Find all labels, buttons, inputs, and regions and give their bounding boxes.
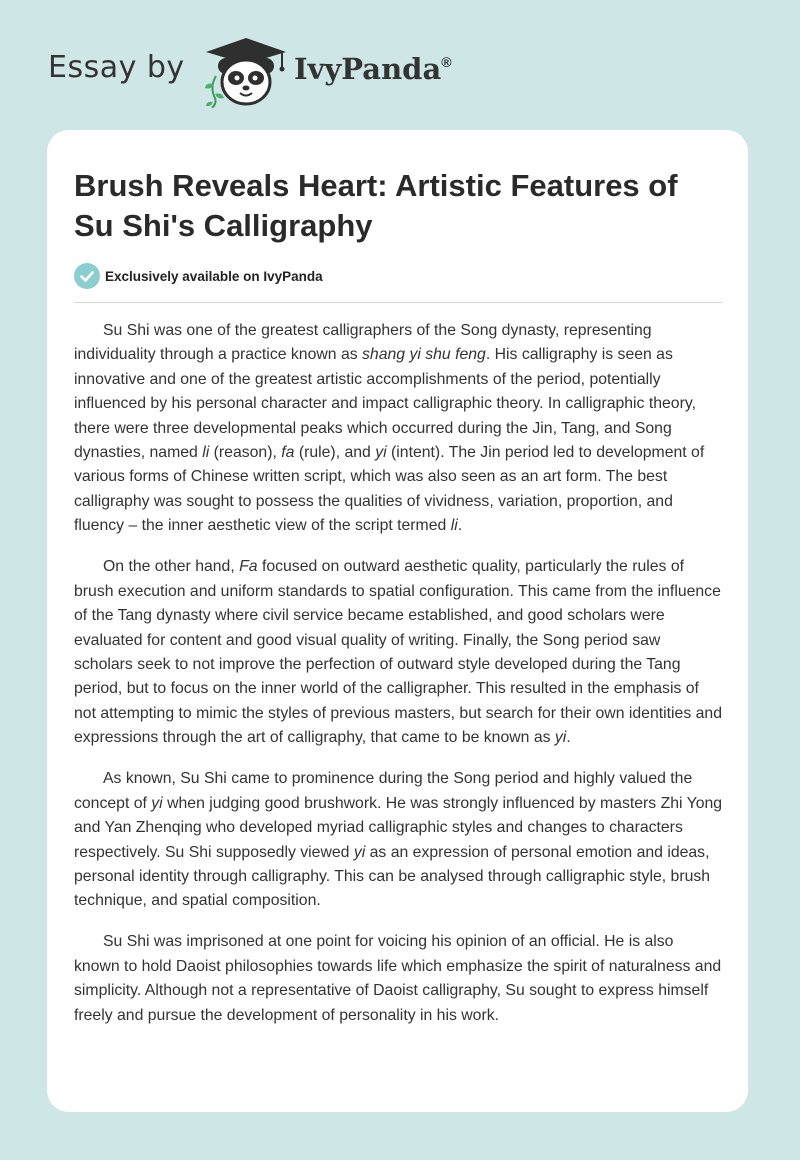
panda-logo-icon[interactable] — [202, 36, 290, 108]
text-run: On the other hand, — [103, 558, 240, 576]
text-run: Su Shi was one of the greatest calligraphers of the Song dynasty, representing individuality through a practice known as — [74, 322, 652, 364]
text-run: when judging good brushwork. He was strongly influenced by masters Zhi Yong and Yan Zhenqing who developed myriad calligraphic styles and changes to characters respectively. Su Shi supposedly viewed — [74, 794, 723, 861]
italic-term: yi — [554, 729, 567, 747]
italic-term: yi — [375, 444, 387, 462]
registered-mark: ® — [441, 54, 452, 70]
italic-term: li — [450, 517, 458, 535]
italic-term: fa — [281, 444, 295, 462]
text-run: (rule), and — [294, 444, 376, 462]
essay-by-label: Essay by — [48, 50, 185, 85]
text-run: Su Shi was imprisoned at one point for voicing his opinion of an official. He is also known to hold Daoist philosophies towards life which emphasize the spirit of naturalness and simplicity. Although not a representative of Daoist calligraphy, Su sought to express himself freely and pursue the development of personality in his work. — [74, 933, 722, 1024]
title-divider — [74, 302, 722, 303]
brand-name-text: IvyPanda — [294, 52, 442, 86]
italic-term: yi — [151, 794, 163, 812]
italic-term: shang yi shu feng — [362, 346, 486, 364]
brand-name[interactable] — [294, 52, 452, 86]
exclusive-badge-label: Exclusively available on IvyPanda — [105, 268, 323, 284]
text-run: . — [457, 517, 463, 535]
paragraph — [74, 319, 723, 539]
italic-term: li — [202, 444, 210, 462]
italic-term: yi — [353, 843, 366, 861]
text-run: As known, Su Shi came to prominence during the Song period and highly valued the concept of — [74, 770, 693, 812]
text-run: (intent). The Jin period led to development of various forms of Chinese written script, which was also seen as an art form. The best calligraphy was sought to possess the qualities of vividness, variation, proportion, and fluency – the inner aesthetic view of the script termed — [74, 444, 705, 535]
italic-term: Fa — [239, 558, 258, 576]
site-header — [0, 0, 800, 130]
exclusive-badge — [74, 263, 323, 289]
essay-title: Brush Reveals Heart: Artistic Features of Su Shi's Calligraphy — [74, 168, 678, 243]
text-run: (reason), — [209, 444, 282, 462]
paragraph — [74, 930, 723, 1028]
essay-card — [47, 130, 748, 1112]
paragraph — [74, 767, 723, 913]
paragraph — [74, 555, 723, 750]
text-run: focused on outward aesthetic quality, particularly the rules of brush execution and uniform standards to spatial configuration. This came from the influence of the Tang dynasty where civil service became established, and good scholars were evaluated for content and good visual quality of writing. Finally, the Song period saw scholars seek to not improve the perfection of outward style developed during the Tang period, but to focus on the inner world of the calligrapher. This resulted in the emphasis of not attempting to mimic the styles of previous masters, but search for their own identities and expressions through the art of calligraphy, that came to be known as — [74, 558, 722, 747]
text-run: . His calligraphy is seen as innovative and one of the greatest artistic accomplishments of the period, potentially influenced by his personal character and impact calligraphic theory. In calligraphic theory, there were three developmental peaks which occurred during the Jin, Tang, and Song dynasties, named — [74, 346, 696, 462]
text-run: . — [566, 729, 571, 747]
essay-body — [74, 319, 723, 1028]
checkmark-icon — [74, 263, 100, 289]
text-run: as an expression of personal emotion and ideas, personal identity through calligraphy. This can be analysed through calligraphic style, brush technique, and spatial composition. — [74, 843, 711, 910]
